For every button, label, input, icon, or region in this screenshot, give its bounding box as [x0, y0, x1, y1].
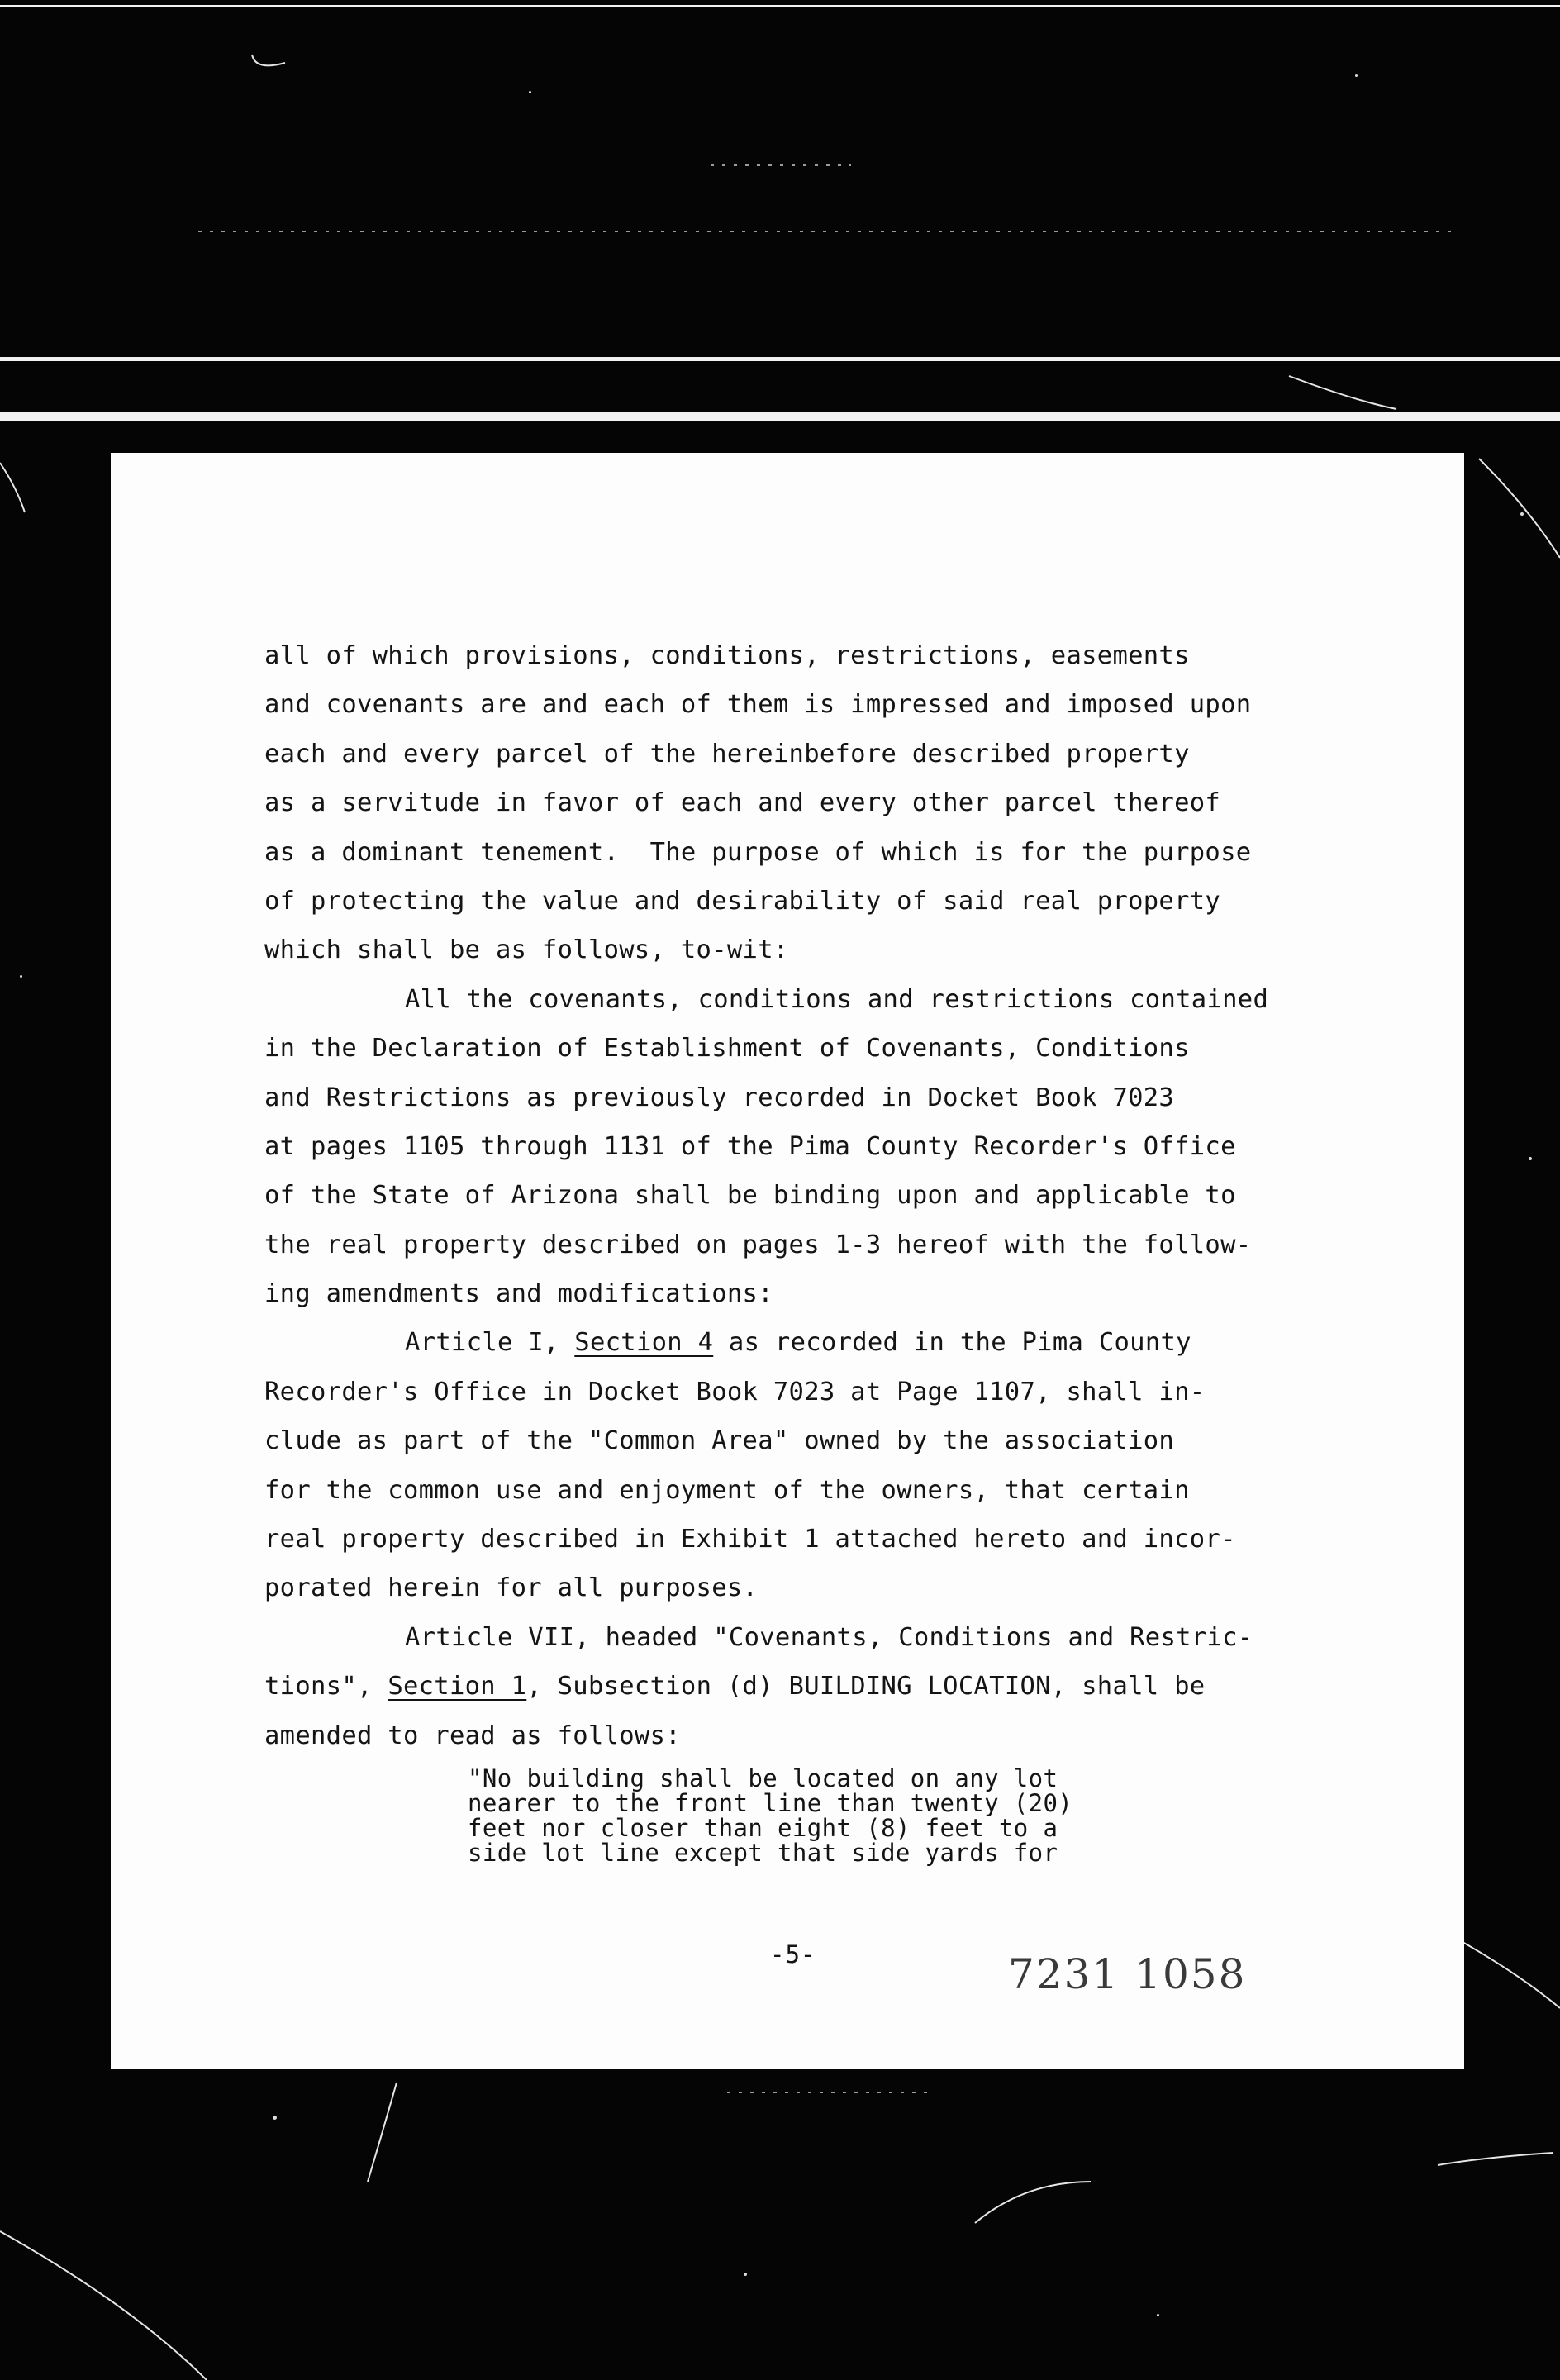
text-line	[264, 1662, 1446, 1711]
text-line: which shall be as follows, to-wit:	[264, 935, 789, 965]
text-line: and Restrictions as previously recorded in Docket Book 7023	[264, 1083, 1175, 1112]
text-line: as a servitude in favor of each and every other parcel thereof	[264, 788, 1221, 818]
text-line: amended to read as follows:	[264, 1721, 681, 1750]
text-line: Recorder's Office in Docket Book 7023 at Page 1107, shall in-	[264, 1377, 1206, 1407]
document-page	[111, 453, 1464, 2069]
quote-line: "No building shall be located on any lot	[468, 1764, 1058, 1792]
text-line: clude as part of the "Common Area" owned by the association	[264, 1426, 1175, 1456]
quote-line: nearer to the front line than twenty (20)	[468, 1789, 1073, 1817]
text-line: of protecting the value and desirability of said real property	[264, 886, 1221, 916]
text-line: each and every parcel of the hereinbefore described property	[264, 739, 1190, 769]
text-line: for the common use and enjoyment of the owners, that certain	[264, 1475, 1190, 1505]
dust-speck	[744, 2273, 747, 2276]
text-line: porated herein for all purposes.	[264, 1573, 759, 1603]
dust-speck	[529, 91, 531, 93]
text-line: in the Declaration of Establishment of Covenants, Conditions	[264, 1034, 1190, 1064]
text-line: All the covenants, conditions and restrictions contained	[405, 984, 1269, 1014]
text-run: tions",	[264, 1672, 388, 1702]
text-line	[264, 1318, 1446, 1367]
text-line: of the State of Arizona shall be binding upon and applicable to	[264, 1181, 1236, 1211]
text-line: the real property described on pages 1-3 hereof with the follow-	[264, 1230, 1252, 1259]
text-run: as recorded in the Pima County	[713, 1328, 1191, 1358]
dust-speck	[1529, 1157, 1532, 1160]
dust-speck	[1157, 2314, 1159, 2316]
block-quote	[468, 1766, 1072, 1865]
dust-speck	[20, 975, 22, 978]
text-line: at pages 1105 through 1131 of the Pima County Recorder's Office	[264, 1131, 1236, 1161]
dust-speck	[1355, 74, 1358, 77]
document-body	[264, 631, 1446, 1760]
text-line: and covenants are and each of them is impressed and imposed upon	[264, 690, 1252, 720]
quote-line: side lot line except that side yards for	[468, 1839, 1058, 1867]
quote-line: feet nor closer than eight (8) feet to a	[468, 1814, 1058, 1842]
text-line: Article VII, headed "Covenants, Conditions and Restric-	[405, 1622, 1253, 1652]
section-reference: Section 4	[574, 1328, 714, 1358]
recording-stamp: 7231 1058	[1008, 1950, 1247, 1998]
text-run: , Subsection (d) BUILDING LOCATION, shall be	[526, 1672, 1206, 1702]
text-line: as a dominant tenement. The purpose of which is for the purpose	[264, 837, 1252, 867]
text-line: all of which provisions, conditions, restrictions, easements	[264, 641, 1190, 670]
dust-speck	[273, 2116, 277, 2120]
dust-speck	[1520, 512, 1524, 516]
text-line: ing amendments and modifications:	[264, 1279, 773, 1309]
text-line: real property described in Exhibit 1 attached hereto and incor-	[264, 1525, 1236, 1554]
section-reference: Section 1	[388, 1672, 527, 1702]
page-number: -5-	[770, 1940, 816, 1968]
text-run: Article I,	[405, 1328, 575, 1358]
